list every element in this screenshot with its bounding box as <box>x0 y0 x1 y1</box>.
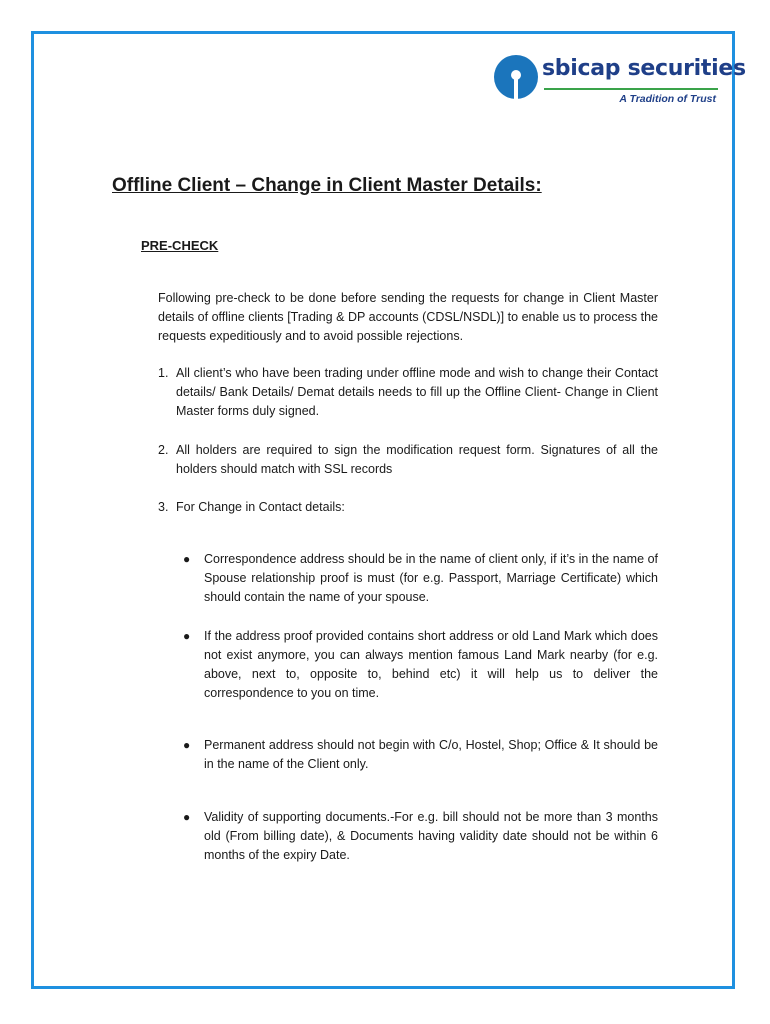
item-number: 3. <box>158 500 169 514</box>
bullet-icon: ● <box>183 810 191 824</box>
bullet-item <box>183 808 658 865</box>
bullet-item <box>183 627 658 703</box>
bullet-text: Correspondence address should be in the name of client only, if it’s in the name of Spouse relationship proof is must (for e.g. Passport, Marriage Certificate) which should contain the name of your spouse. <box>204 552 658 604</box>
bullet-item <box>183 736 658 774</box>
bullet-text: Permanent address should not begin with C/o, Hostel, Shop; Office & It should be in the name of the Client only. <box>204 738 658 771</box>
brand-name: sbicap securities <box>542 56 746 81</box>
item-text: All holders are required to sign the modification request form. Signatures of all the holders should match with SSL records <box>176 443 658 476</box>
intro-paragraph: Following pre-check to be done before sending the requests for change in Client Master details of offline clients [Trading & DP accounts (CDSL/NSDL)] to enable us to process the requests expeditiously and to avoid possible rejections. <box>158 291 658 343</box>
bullet-icon: ● <box>183 629 191 643</box>
item-text: All client’s who have been trading under offline mode and wish to change their Contact details/ Bank Details/ Demat details needs to fill up the Offline Client- Change in Client Master forms duly signed. <box>176 366 658 418</box>
bullet-item <box>183 550 658 607</box>
brand-tagline: A Tradition of Trust <box>619 93 716 105</box>
item-number: 2. <box>158 443 169 457</box>
bullet-icon: ● <box>183 552 191 566</box>
item-text: For Change in Contact details: <box>176 500 345 514</box>
brand-rule <box>544 88 718 90</box>
item-number: 1. <box>158 366 169 380</box>
bullet-text: Validity of supporting documents.-For e.g. bill should not be more than 3 months old (From billing date), & Documents having validity date should not be within 6 months of the expiry Date. <box>204 810 658 862</box>
document-title: Offline Client – Change in Client Master Details: <box>112 175 542 196</box>
numbered-item <box>158 498 658 517</box>
bullet-text: If the address proof provided contains short address or old Land Mark which does not exist anymore, you can always mention famous Land Mark nearby (for e.g. above, next to, opposite to, behind etc) it will help us to deliver the correspondence to you on time. <box>204 629 658 700</box>
numbered-item <box>158 441 658 479</box>
company-logo <box>490 50 746 110</box>
sbi-logo-icon <box>493 54 539 100</box>
numbered-item <box>158 364 658 421</box>
bullet-icon: ● <box>183 738 191 752</box>
section-heading: PRE-CHECK <box>141 238 219 253</box>
